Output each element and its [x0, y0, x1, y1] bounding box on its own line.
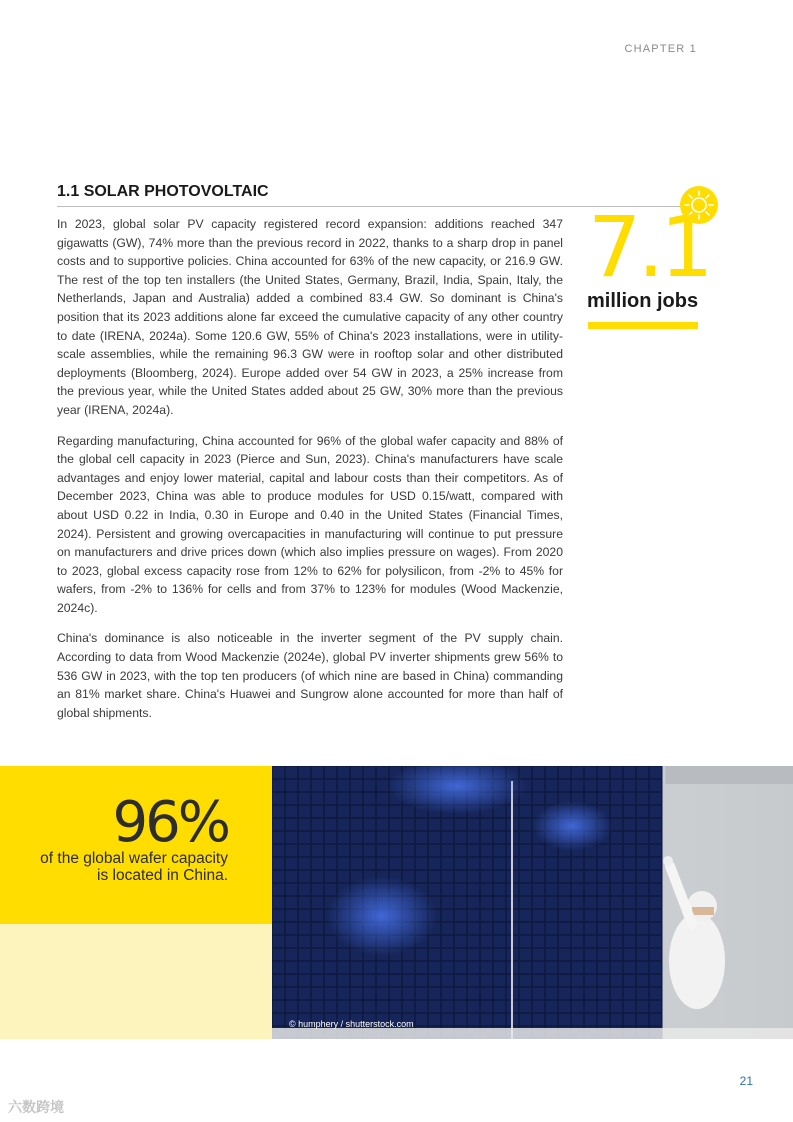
jobs-stat-underline [588, 322, 698, 329]
photo-credit: © humphery / shutterstock.com [289, 1019, 414, 1029]
highlight-panel-lower [0, 924, 272, 1039]
paragraph-manufacturing: Regarding manufacturing, China accounted for 96% of the global wafer capacity and 88% of the global cell capacity in 2023 (Pierce and Sun, 2023). China's manufacturers have scale advantages and enjoy lower material, capital and labour costs than their competitors. As of December 2023, China was able to produce modules for USD 0.15/watt, compared with about USD 0.22 in India, 0.30 in Europe and 0.40 in the United States (Financial Times, 2024). Persistent and growing overcapacities in manufacturing will continue to put pressure on manufacturers and drive prices down (which also implies pressure on wages). From 2020 to 2023, global excess capacity rose from 12% to 62% for polysilicon, from -2% to 45% for wafers, from -2% to 136% for cells and from 37% to 123% for modules (Wood Mackenzie, 2024c). [57, 433, 563, 615]
highlight-caption: of the global wafer capacity is located in China. [40, 850, 228, 884]
body-text [57, 215, 563, 734]
highlight-value: 96% [112, 790, 228, 855]
watermark-logo: 六数跨境 [8, 1099, 64, 1115]
jobs-stat-value: 7.1 [588, 198, 710, 296]
section-title: 1.1 SOLAR PHOTOVOLTAIC [57, 183, 269, 200]
solar-panel-photo [272, 766, 793, 1039]
paragraph-capacity: In 2023, global solar PV capacity registered record expansion: additions reached 347 gigawatts (GW), 74% more than the previous record in 2022, thanks to a sharp drop in panel costs and to supportive policies. China accounted for 63% of the new capacity, or 216.9 GW. The rest of the top ten installers (the United States, Germany, Brazil, India, Spain, Italy, the Netherlands, Japan and Australia) added a combined 83.4 GW. So dominant is China's position that its 2023 additions alone far exceed the cumulative capacity of any other country to date (IRENA, 2024a). Some 120.6 GW, 55% of China's 2023 installations, were in utility-scale assemblies, while the remaining 96.3 GW were in rooftop solar and other distributed deployments (Bloomberg, 2024). Europe added over 54 GW in 2023, a 25% increase from the previous year, while the United States added about 25 GW, 30% more than the previous year (IRENA, 2024a). [57, 217, 563, 417]
chapter-label: CHAPTER 1 [624, 43, 697, 55]
jobs-stat-label: million jobs [587, 290, 699, 312]
page-number: 21 [739, 1074, 753, 1088]
paragraph-inverters: China's dominance is also noticeable in the inverter segment of the PV supply chain. According to data from Wood Mackenzie (2024e), global PV inverter shipments grew 56% to 536 GW in 2023, with the top ten producers (of which nine are based in China) commanding an 81% market share. China's Huawei and Sungrow alone accounted for more than half of global shipments. [57, 631, 563, 720]
